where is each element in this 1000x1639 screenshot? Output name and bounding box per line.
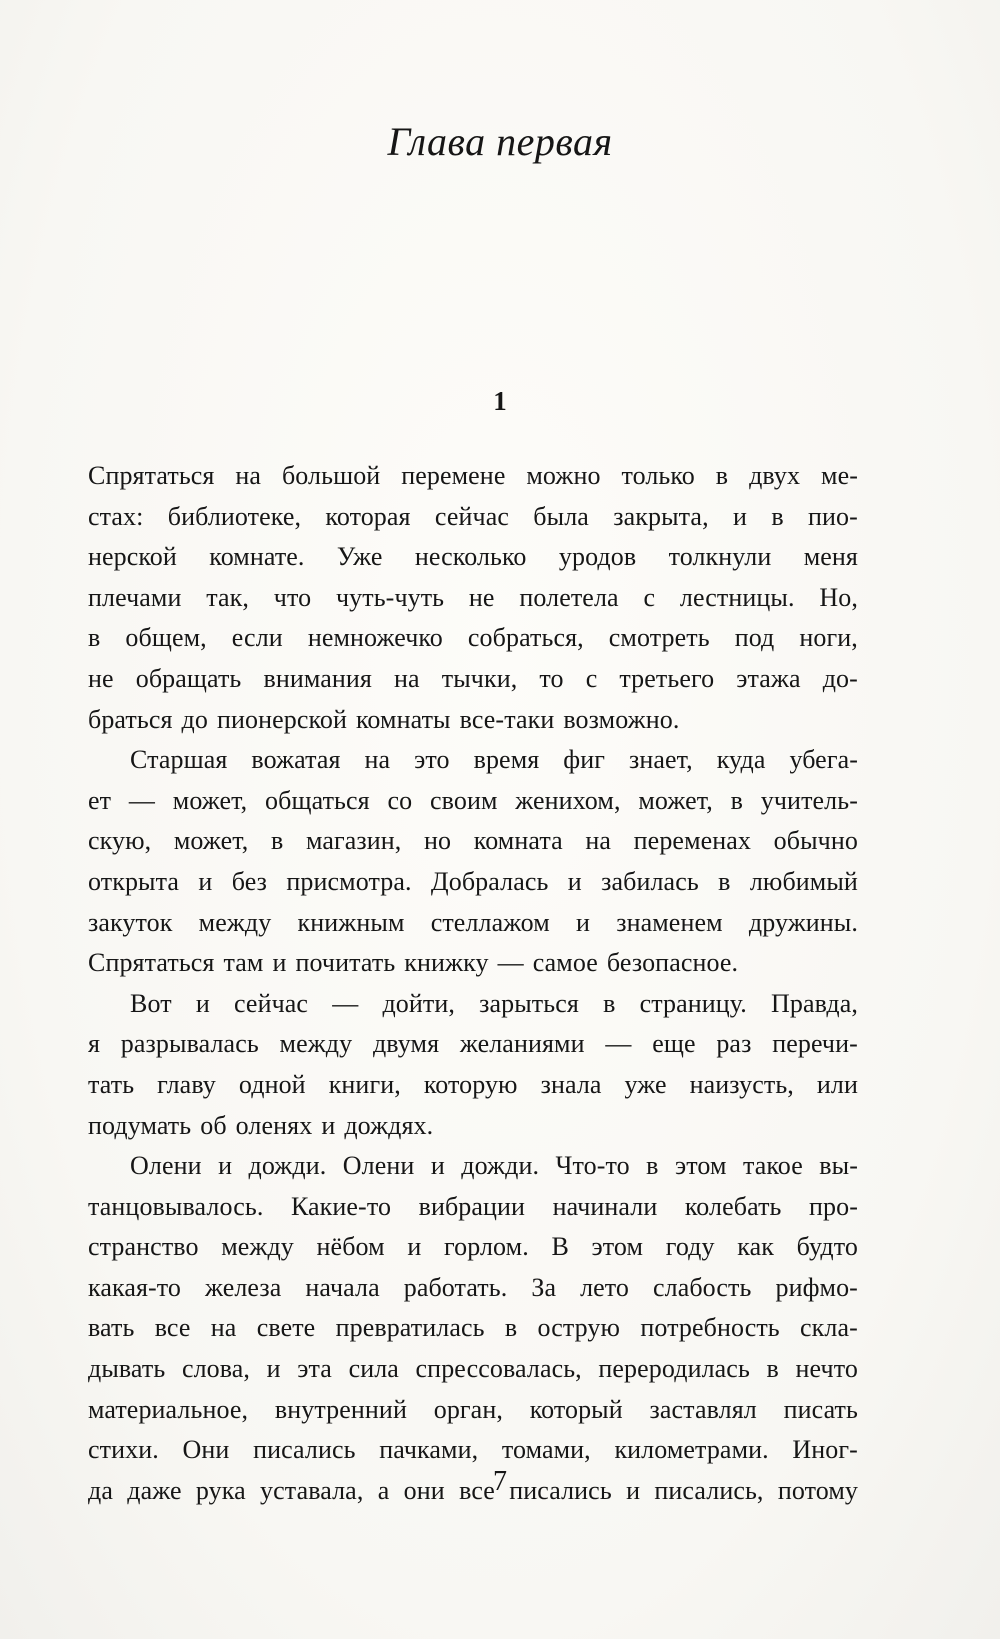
- text-line: вать все на свете превратилась в острую потребность скла-: [88, 1313, 858, 1343]
- text-line: дывать слова, и эта сила спрессовалась, переродилась в нечто: [88, 1354, 858, 1384]
- section-number: 1: [493, 386, 507, 416]
- page-number: 7: [493, 1466, 507, 1497]
- text-line: стихи. Они писались пачками, томами, километрами. Иног-: [88, 1435, 858, 1465]
- text-line: в общем, если немножечко собраться, смотреть под ноги,: [88, 623, 858, 653]
- text-line: не обращать внимания на тычки, то с третьего этажа до-: [88, 663, 858, 693]
- text-line: ет — может, общаться со своим женихом, может, в учитель-: [88, 785, 858, 815]
- chapter-title: Глава первая: [387, 119, 613, 164]
- text-line: тать главу одной книги, которую знала уже наизусть, или: [88, 1069, 858, 1099]
- text-line: плечами так, что чуть-чуть не полетела с лестницы. Но,: [88, 582, 858, 612]
- text-line: Спрятаться там и почитать книжку — самое безопасное.: [88, 948, 739, 978]
- text-line: танцовывалось. Какие-то вибрации начинали колебать про-: [88, 1191, 858, 1221]
- text-line: странство между нёбом и горлом. В этом году как будто: [88, 1232, 858, 1262]
- text-line: Вот и сейчас — дойти, зарыться в страницу. Правда,: [130, 988, 858, 1018]
- text-line: открыта и без присмотра. Добралась и забилась в любимый: [88, 866, 858, 896]
- text-line: Олени и дожди. Олени и дожди. Что-то в этом такое вы-: [130, 1151, 858, 1181]
- text-line: стах: библиотеке, которая сейчас была закрыта, и в пио-: [88, 501, 858, 531]
- text-line: Спрятаться на большой перемене можно только в двух ме-: [88, 461, 858, 490]
- text-line: Старшая вожатая на это время фиг знает, куда убега-: [130, 745, 858, 775]
- text-line: скую, может, в магазин, но комната на переменах обычно: [88, 826, 858, 856]
- text-line: да даже рука уставала, а они все писались и писались, потому: [88, 1475, 858, 1505]
- body-text: [88, 456, 858, 1511]
- text-line: закуток между книжным стеллажом и знаменем дружины.: [88, 907, 858, 937]
- text-line: какая-то железа начала работать. За лето слабость рифмо-: [88, 1272, 858, 1302]
- text-line: материальное, внутренний орган, который заставлял писать: [88, 1394, 858, 1424]
- text-line: браться до пионерской комнаты все-таки возможно.: [88, 704, 680, 734]
- text-line: нерской комнате. Уже несколько уродов толкнули меня: [88, 542, 858, 572]
- text-line: я разрывалась между двумя желаниями — еще раз перечи-: [88, 1029, 858, 1059]
- text-line: подумать об оленях и дождях.: [88, 1110, 434, 1140]
